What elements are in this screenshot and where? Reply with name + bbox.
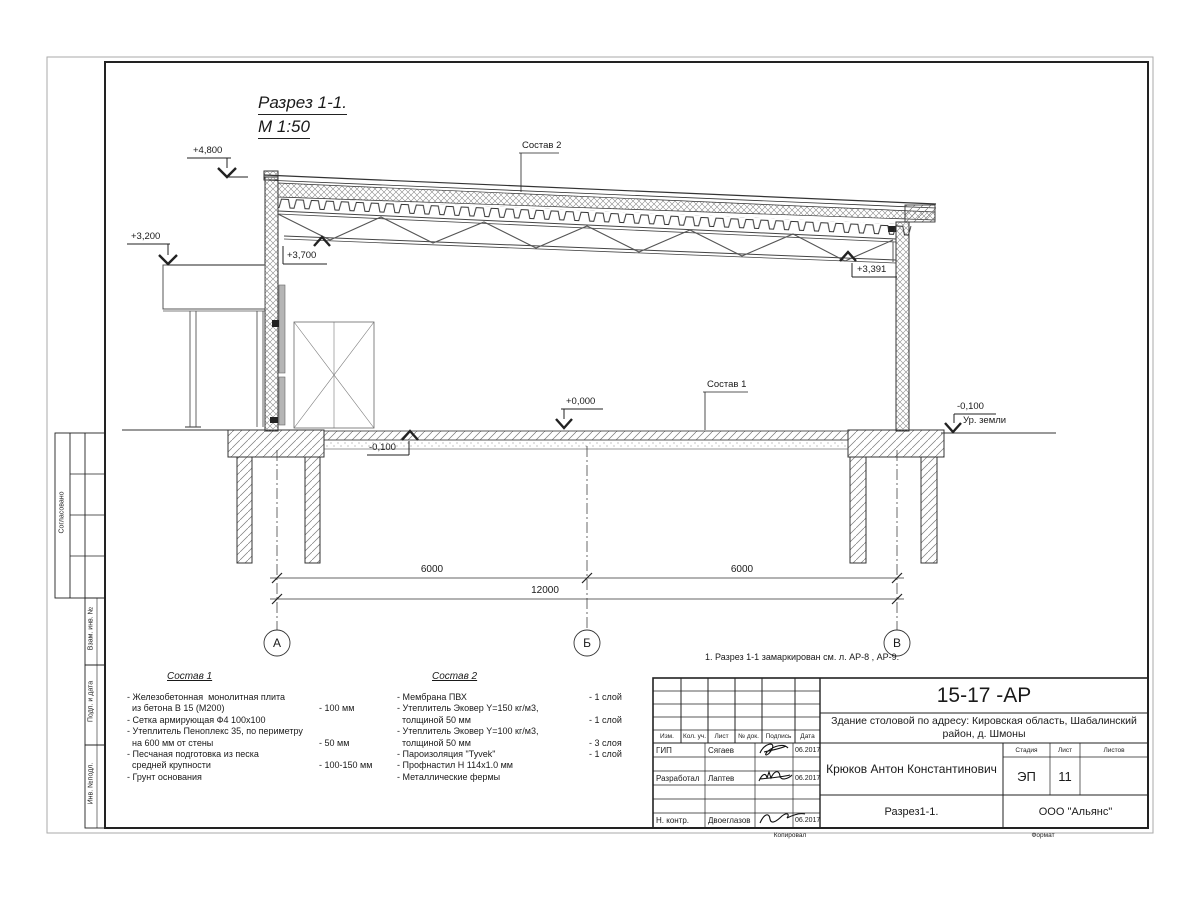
- list-item: - Металлические фермы: [397, 771, 501, 782]
- list-item: толщиной 50 мм - 1 слой: [397, 714, 622, 725]
- list-item: - Мембрана ПВХ - 1 слой: [397, 692, 622, 702]
- stage-value: ЭП: [1017, 768, 1036, 784]
- date-nkontr: 06.2017: [795, 817, 821, 824]
- col-sign: Подпись: [765, 733, 792, 740]
- signature-icon: [760, 744, 788, 755]
- project-name: Здание столовой по адресу: Кировская область, Шабалинский район, д. Шмоны: [831, 714, 1137, 740]
- axis-b: Б: [583, 636, 591, 650]
- axis-v: В: [892, 636, 901, 650]
- sheet-value: 11: [1058, 768, 1072, 784]
- sostav2-ref: Состав 2: [522, 140, 562, 151]
- level-top: +4,800: [193, 145, 223, 156]
- level-truss-right: +3,391: [857, 264, 887, 275]
- role-gip: ГИП: [656, 746, 672, 755]
- list-item: на 600 мм от стены - 50 мм: [127, 737, 350, 748]
- level-ground-right: -0,100: [957, 401, 984, 412]
- date-razrabotal: 06.2017: [795, 775, 821, 782]
- name-nkontr: Двоеглазов: [708, 816, 751, 825]
- axis-a: А: [272, 636, 281, 650]
- sheet-label: Лист: [1057, 746, 1073, 754]
- note: 1. Разрез 1-1 замаркирован см. л. АР-8 , АР-9.: [705, 652, 900, 662]
- drawing-name: Разрез1-1.: [884, 805, 939, 818]
- level-floor: +0,000: [566, 396, 596, 407]
- stamp-soglasovano: Согласовано: [58, 491, 66, 534]
- level-canopy: +3,200: [131, 231, 161, 242]
- list-item: - Пароизоляция "Tyvek" - 1 слой: [397, 748, 622, 759]
- col-kol: Кол. уч.: [682, 733, 707, 740]
- drawing-scale: М 1:50: [258, 117, 310, 139]
- sostav1-list: [127, 692, 427, 783]
- dim-total: 12000: [531, 585, 559, 596]
- signature-icon: [759, 772, 792, 781]
- col-izm: Изм.: [660, 733, 674, 740]
- list-item: средней крупности - 100-150 мм: [127, 760, 373, 771]
- dim-span1: 6000: [420, 564, 444, 575]
- stamp-vzam-inv: Взам. инв. №: [87, 606, 95, 651]
- kopiroval-label: Копировал: [773, 831, 807, 839]
- list-item: - Утеплитель Эковер Y=100 кг/м3,: [397, 726, 539, 737]
- drawing-title: Разрез 1-1.: [258, 93, 347, 115]
- stage-label: Стадия: [1015, 746, 1038, 754]
- list-item: - Сетка армирующая Ф4 100х100: [127, 714, 266, 725]
- company-name: ООО "Альянс": [1038, 805, 1113, 818]
- col-list: Лист: [714, 733, 729, 740]
- level-slab-left: -0,100: [369, 442, 396, 453]
- list-item: - Песчаная подготовка из песка: [127, 748, 259, 759]
- dim-span2: 6000: [730, 564, 754, 575]
- level-truss-left: +3,700: [287, 250, 317, 261]
- list-item: - Железобетонная монолитная плита: [127, 692, 286, 702]
- list-item: - Грунт основания: [127, 771, 202, 782]
- col-doc: № док.: [738, 733, 759, 740]
- format-label: Формат: [1031, 831, 1055, 839]
- list-item: - Профнастил Н 114х1.0 мм: [397, 760, 513, 771]
- name-gip: Сягаев: [708, 746, 734, 755]
- sostav2-title: Состав 2: [432, 671, 478, 682]
- list-item: - Утеплитель Пеноплекс 35, по периметру: [127, 726, 303, 737]
- list-item: - Утеплитель Эковер Y=150 кг/м3,: [397, 703, 539, 714]
- sostav1-ref: Состав 1: [707, 379, 747, 390]
- author-name: Крюков Антон Константинович: [826, 762, 997, 776]
- ground-level-label: Ур. земли: [963, 415, 1007, 426]
- name-razrabotal: Лаптев: [708, 774, 735, 783]
- doc-number: 15-17 -АР: [936, 683, 1032, 707]
- role-nkontr: Н. контр.: [656, 816, 690, 825]
- sheets-label: Листов: [1103, 746, 1125, 754]
- list-item: из бетона В 15 (М200) - 100 мм: [127, 703, 355, 714]
- date-gip: 06.2017: [795, 747, 821, 754]
- stamp-inv-podl: Инв. №подл.: [87, 762, 95, 805]
- sostav1-title: Состав 1: [167, 671, 213, 682]
- col-date: Дата: [800, 733, 815, 740]
- stamp-podp-data: Подп. и дата: [87, 680, 95, 723]
- list-item: толщиной 50 мм - 3 слоя: [397, 737, 622, 748]
- role-razrabotal: Разработал: [656, 774, 700, 783]
- sostav2-list: [397, 692, 697, 783]
